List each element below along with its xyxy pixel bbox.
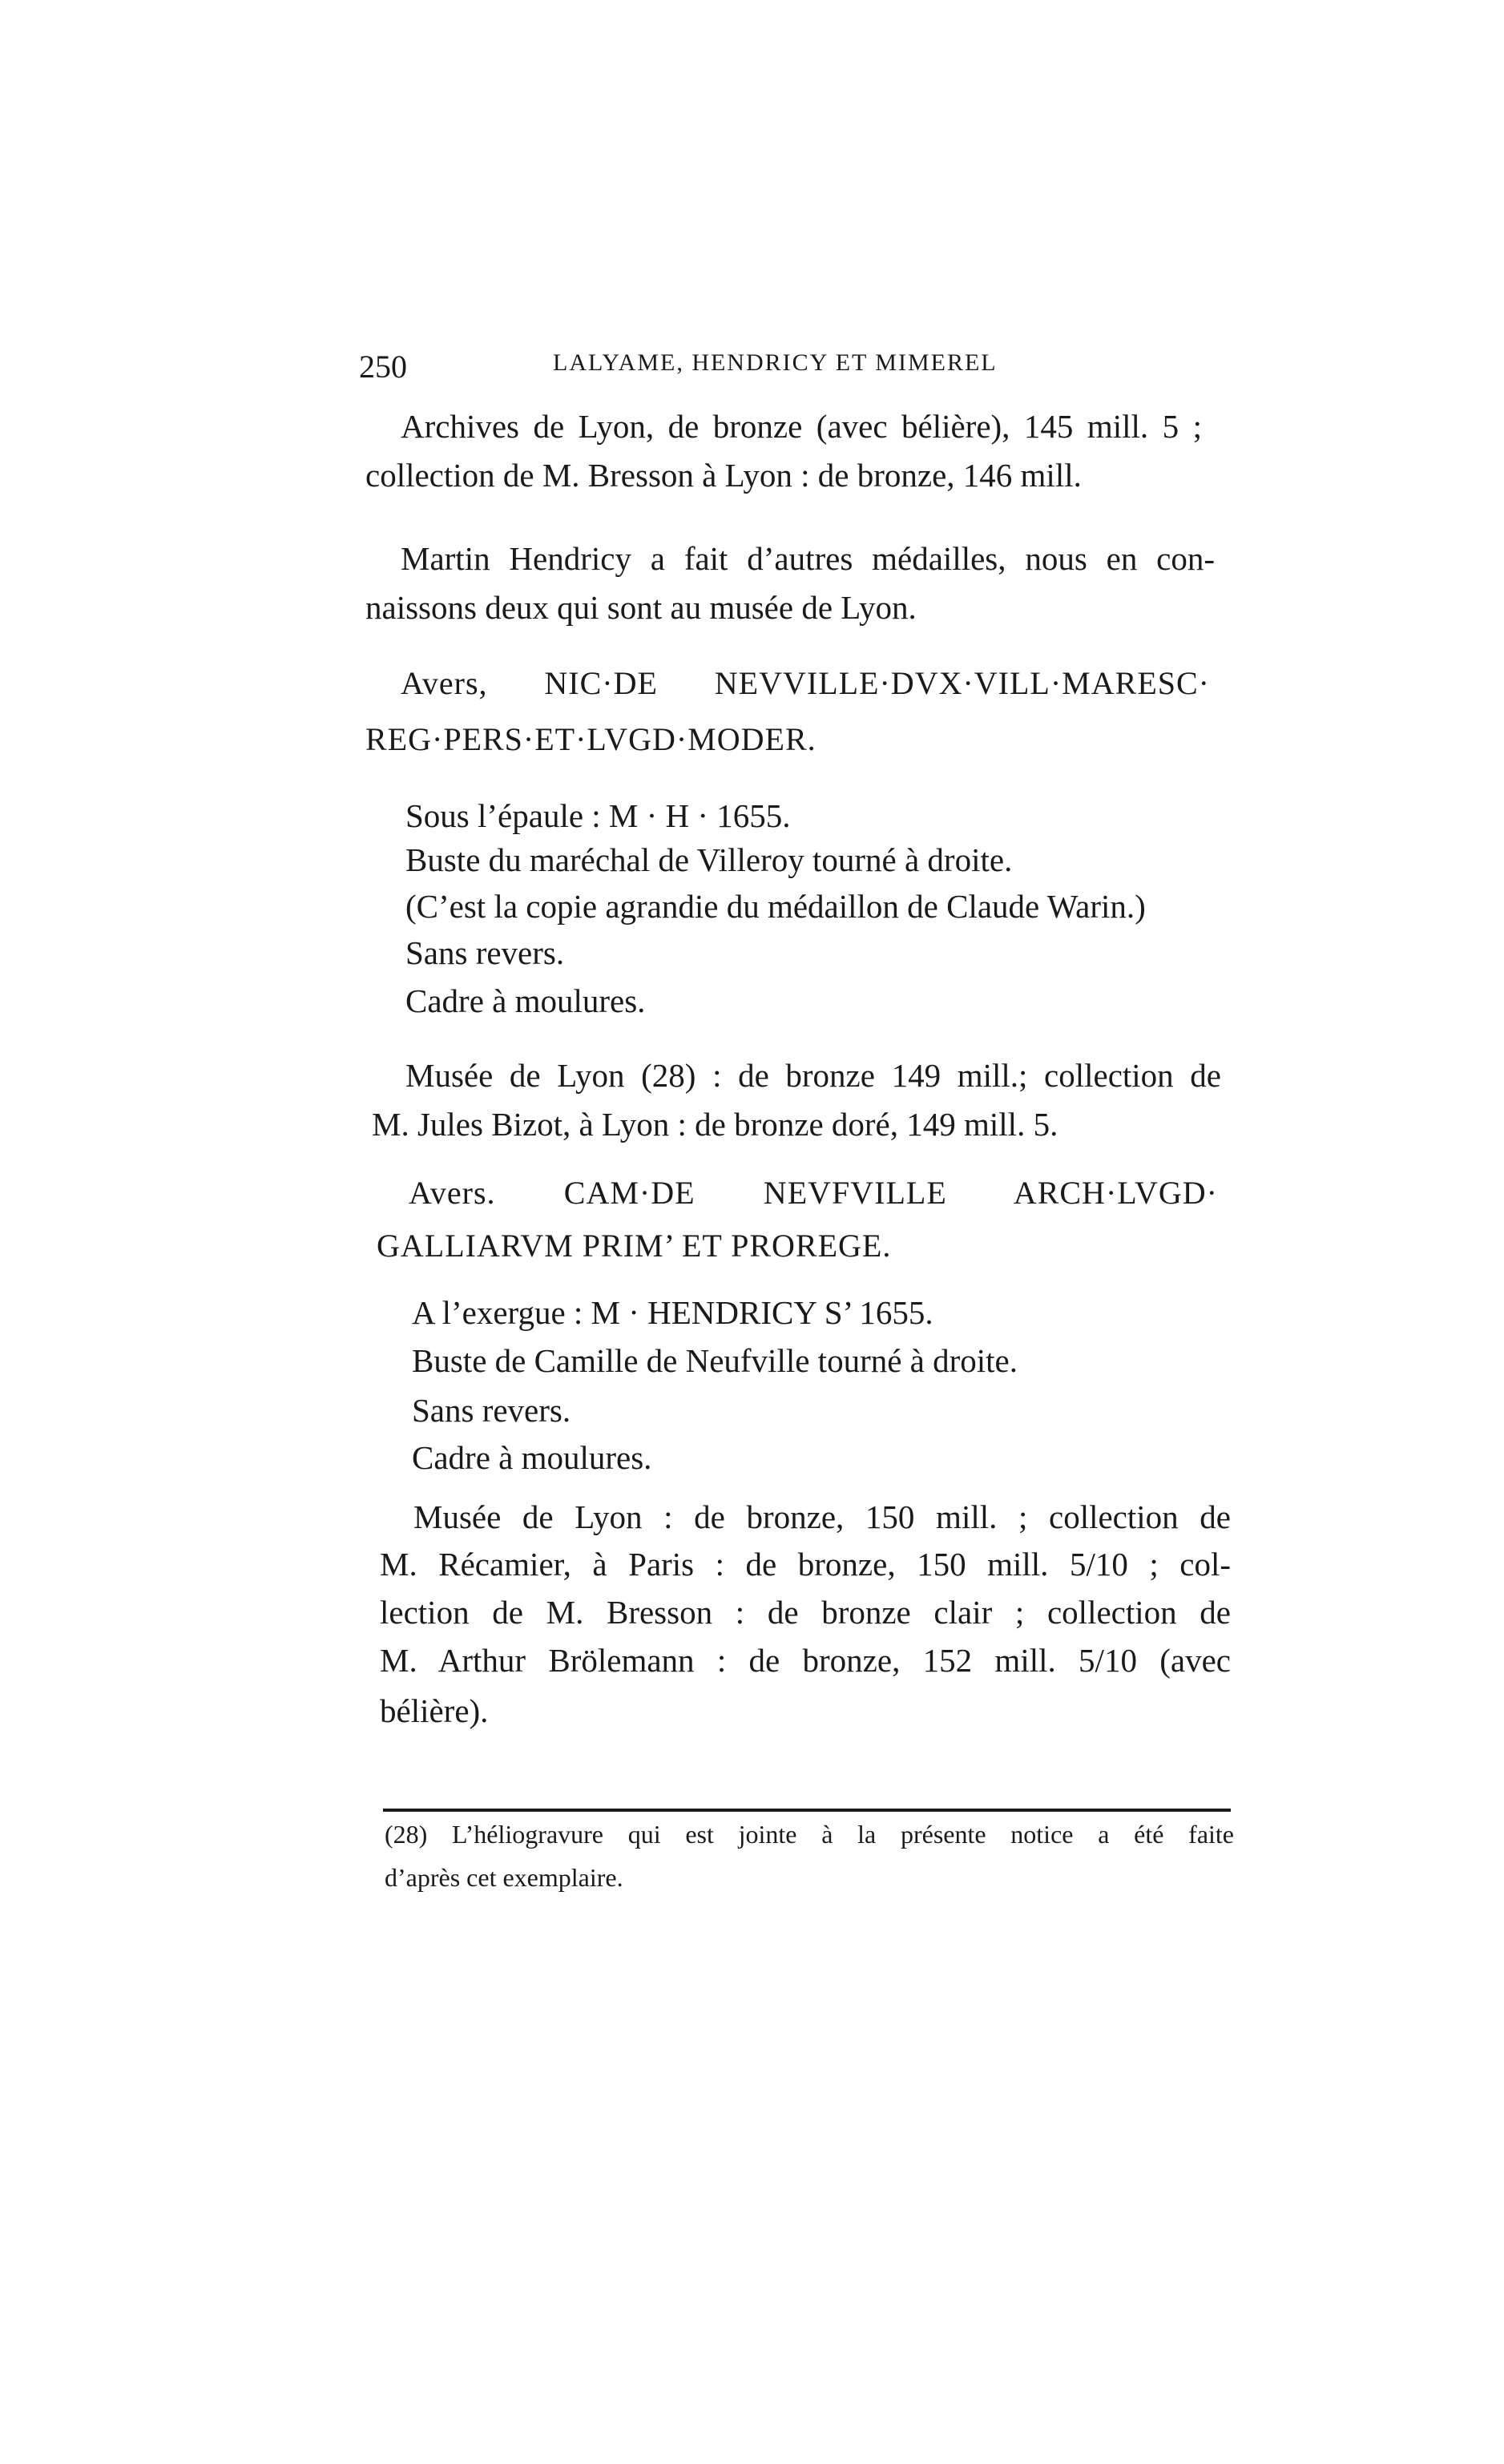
body-line: Buste du maréchal de Villeroy tourné à droite.: [405, 841, 1013, 878]
body-line: M. Récamier, à Paris : de bronze, 150 mill. 5/10 ; col-: [380, 1546, 1231, 1583]
body-line: Cadre à moulures.: [405, 982, 646, 1019]
body-line: Musée de Lyon (28) : de bronze 149 mill.; collection de: [405, 1057, 1221, 1094]
body-line: Sans revers.: [412, 1392, 571, 1429]
body-line: bélière).: [380, 1692, 489, 1729]
body-line: Buste de Camille de Neufville tourné à droite.: [412, 1342, 1018, 1379]
body-line: Musée de Lyon : de bronze, 150 mill. ; collection de: [413, 1498, 1231, 1535]
body-line: M. Arthur Brölemann : de bronze, 152 mill. 5/10 (avec: [380, 1642, 1231, 1679]
body-line: lection de M. Bresson : de bronze clair ; collection de: [380, 1594, 1231, 1631]
body-line: (C’est la copie agrandie du médaillon de Claude Warin.): [405, 888, 1146, 925]
body-line: Sans revers.: [405, 934, 565, 971]
body-line: collection de M. Bresson à Lyon : de bronze, 146 mill.: [365, 457, 1082, 494]
body-line: Avers. CAM·DE NEVFVILLE ARCH·LVGD·: [409, 1175, 1218, 1211]
body-line: M. Jules Bizot, à Lyon : de bronze doré, 149 mill. 5.: [372, 1106, 1058, 1143]
body-line: Cadre à moulures.: [412, 1439, 652, 1476]
body-line: naissons deux qui sont au musée de Lyon.: [365, 589, 917, 626]
page-number: 250: [359, 349, 407, 385]
body-line: Archives de Lyon, de bronze (avec bélière), 145 mill. 5 ;: [401, 408, 1202, 445]
body-line: GALLIARVM PRIM’ ET PROREGE.: [377, 1228, 892, 1264]
body-line: REG·PERS·ET·LVGD·MODER.: [365, 721, 817, 757]
body-line: Sous l’épaule : M · H · 1655.: [405, 797, 791, 834]
footnote-line: (28) L’héliogravure qui est jointe à la présente notice a été faite: [385, 1820, 1234, 1849]
footnote-line: d’après cet exemplaire.: [385, 1863, 623, 1892]
body-line: Martin Hendricy a fait d’autres médailles, nous en con-: [401, 540, 1215, 577]
body-line: Avers, NIC·DE NEVVILLE·DVX·VILL·MARESC·: [401, 665, 1210, 701]
footnote-rule: [383, 1809, 1231, 1812]
body-line: A l’exergue : M · HENDRICY S’ 1655.: [412, 1294, 933, 1331]
running-title: LALYAME, HENDRICY ET MIMEREL: [553, 349, 998, 376]
